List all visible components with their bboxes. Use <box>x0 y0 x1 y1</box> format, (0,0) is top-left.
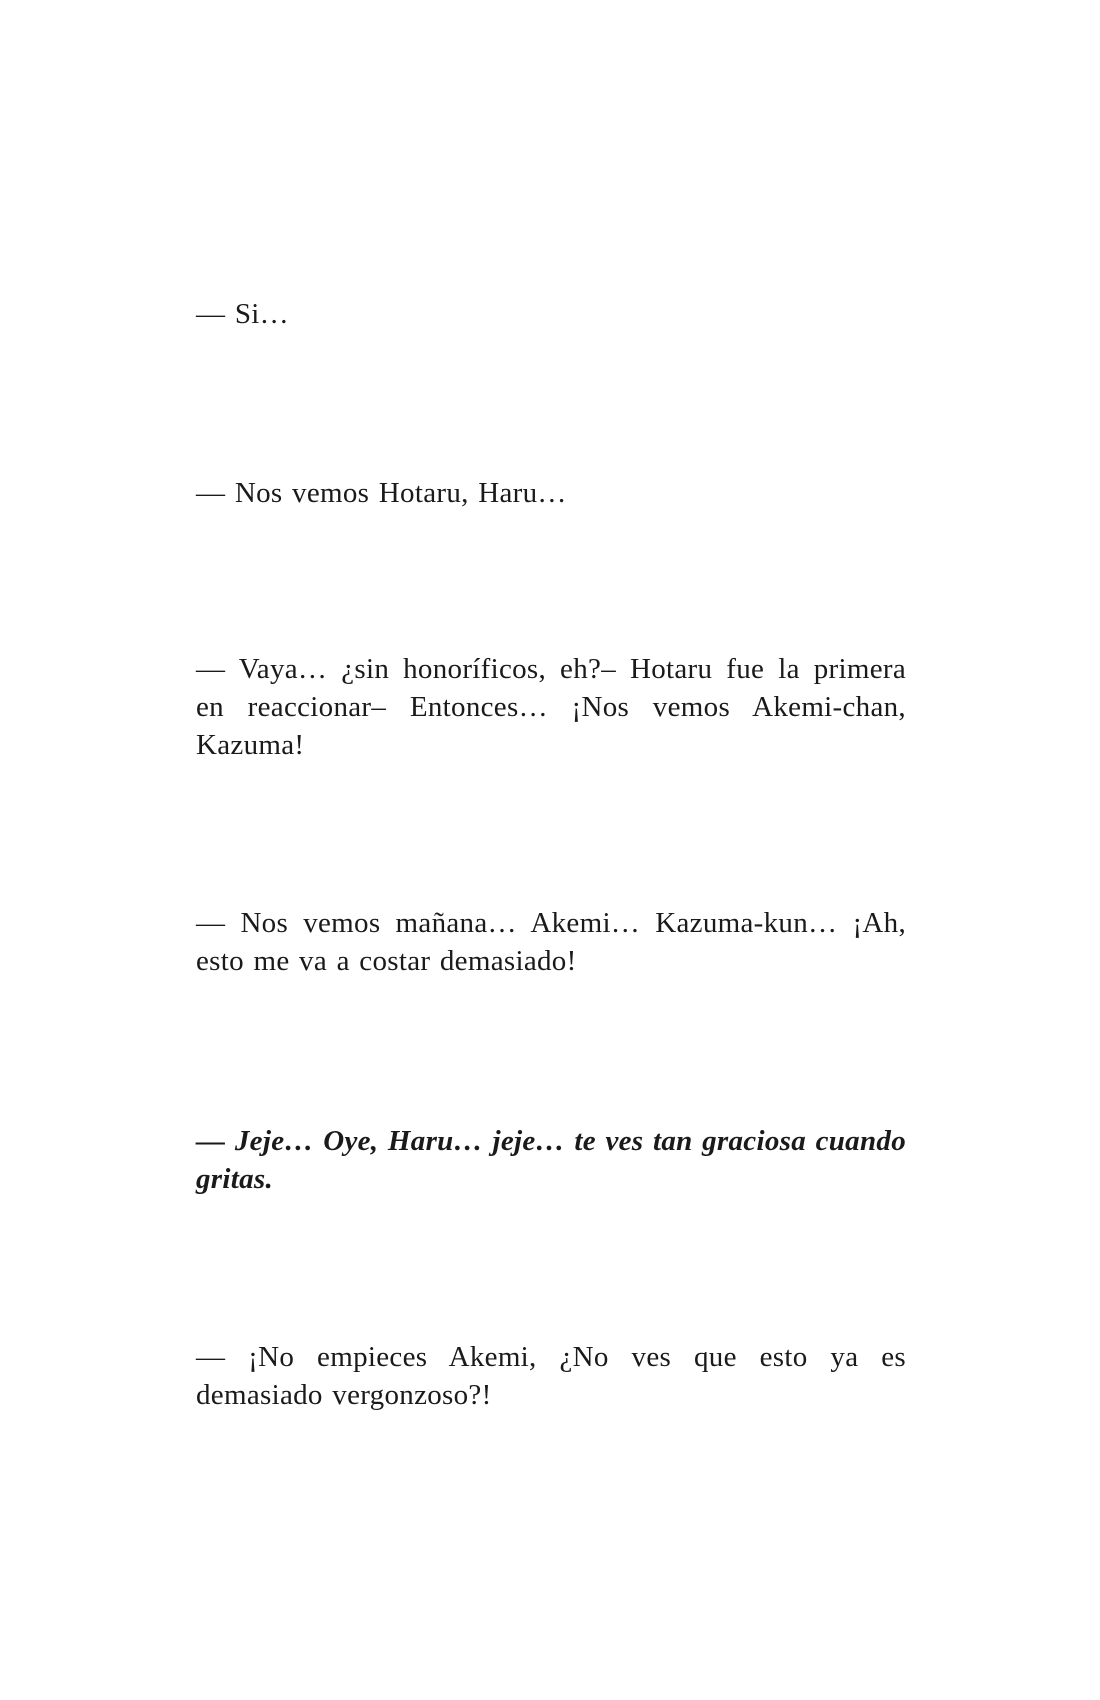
dialogue-paragraph: — Si… <box>196 298 289 330</box>
dialogue-paragraph: — Vaya… ¿sin honoríficos, eh?– Hotaru fue la primera en reaccionar– Entonces… ¡Nos vemos Akemi-chan, Kazuma! <box>196 653 906 761</box>
dialogue-paragraph-emphasis: — Jeje… Oye, Haru… jeje… te ves tan graciosa cuando gritas. <box>196 1125 906 1195</box>
dialogue-paragraph: — Nos vemos Hotaru, Haru… <box>196 477 567 509</box>
dialogue-paragraph: — Nos vemos mañana… Akemi… Kazuma-kun… ¡Ah, esto me va a costar demasiado! <box>196 907 906 977</box>
dialogue-paragraph: — ¡No empieces Akemi, ¿No ves que esto ya es demasiado vergonzoso?! <box>196 1341 906 1411</box>
